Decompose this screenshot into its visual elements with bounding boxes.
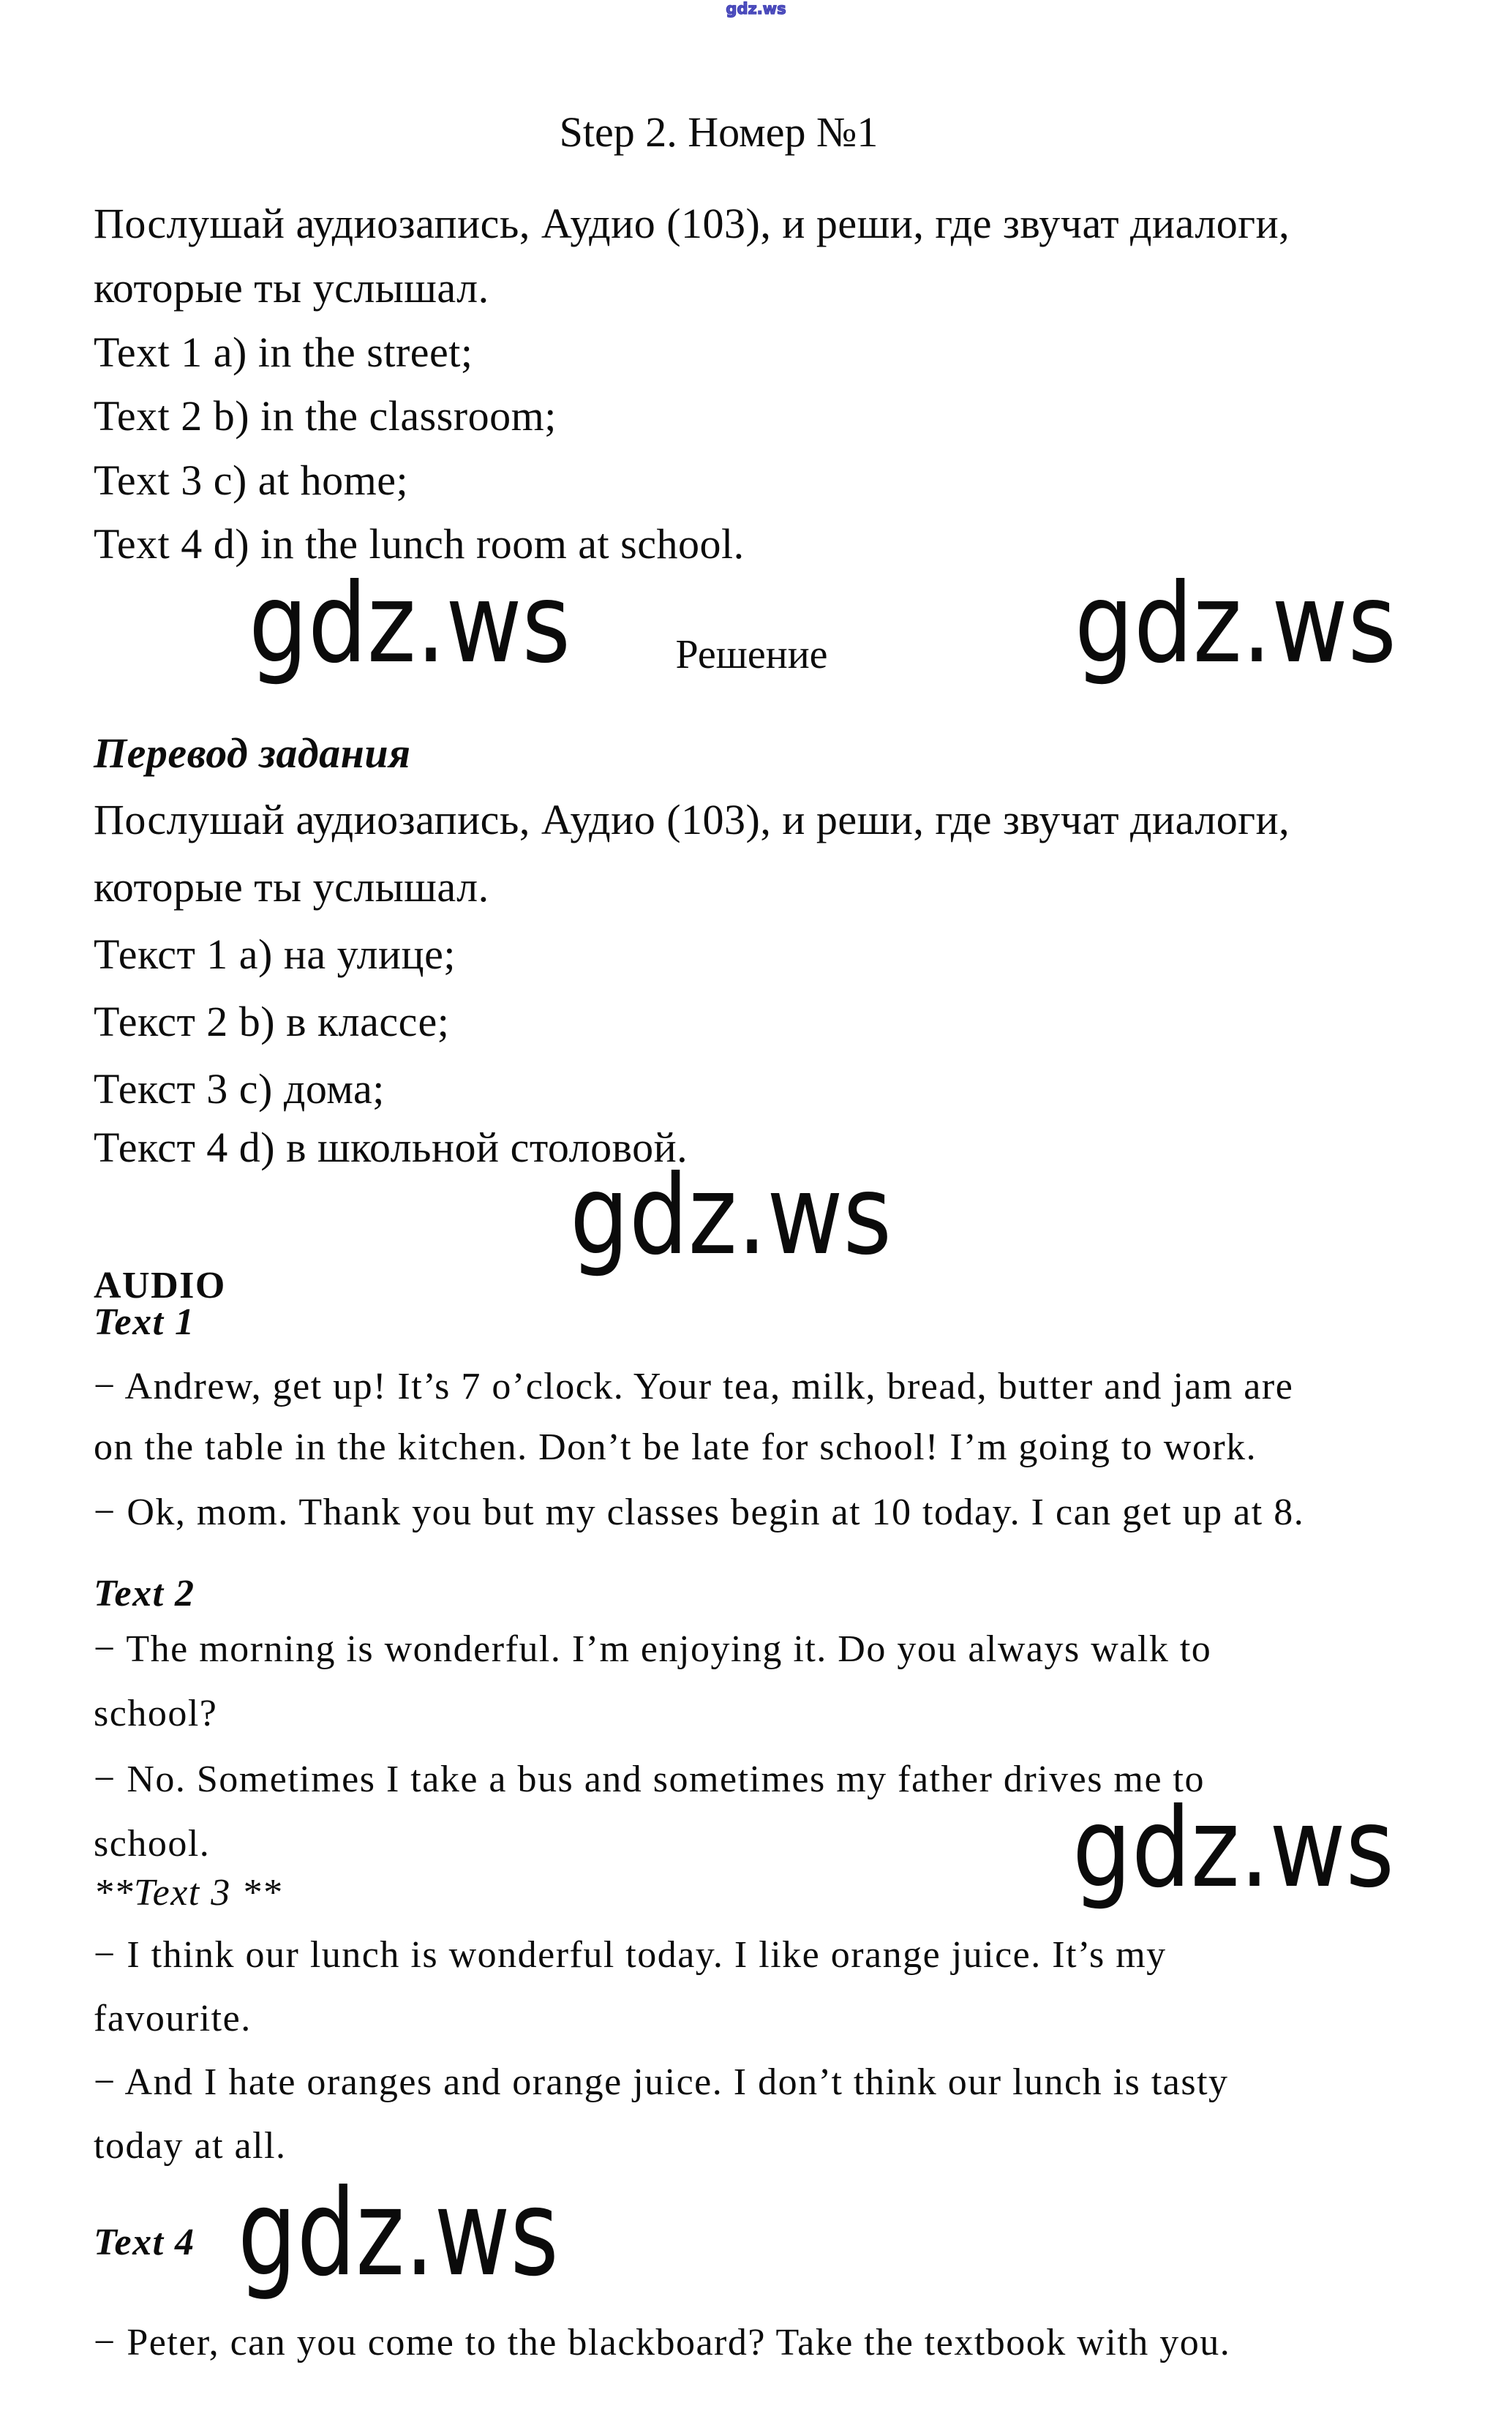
audio-text2-label: Text 2 (94, 1573, 195, 1614)
audio-text3-line-3: − And I hate oranges and orange juice. I don’t think our lunch is tasty (94, 2061, 1229, 2103)
audio-text2-line-2: school? (94, 1693, 218, 1734)
gdz-watermark-top: gdz.ws (726, 0, 786, 18)
task-option-4: Text 4 d) in the lunch room at school. (94, 520, 745, 568)
gdz-watermark-right-lower: gdz.ws (1072, 1785, 1395, 1912)
audio-text4-line-1: − Peter, can you come to the blackboard? Take the textbook with you. (94, 2322, 1231, 2363)
gdz-watermark-center: gdz.ws (570, 1152, 892, 1279)
task-line-2: которые ты услышал. (94, 264, 489, 312)
audio-text1-label: Text 1 (94, 1301, 195, 1343)
task-option-1: Text 1 a) in the street; (94, 328, 473, 376)
audio-text3-line-4: today at all. (94, 2125, 287, 2167)
audio-text2-line-3: − No. Sometimes I take a bus and sometimes my father drives me to (94, 1759, 1205, 1800)
translation-line-2: которые ты услышал. (94, 863, 489, 911)
audio-text1-line-3: − Ok, mom. Thank you but my classes begin at 10 today. I can get up at 8. (94, 1492, 1305, 1533)
audio-heading: AUDIO (94, 1265, 226, 1306)
translation-option-1: Текст 1 a) на улице; (94, 930, 456, 978)
translation-option-3: Текст 3 c) дома; (94, 1065, 385, 1113)
task-line-1: Послушай аудиозапись, Аудио (103), и реши, где звучат диалоги, (94, 200, 1290, 247)
audio-text3-line-2: favourite. (94, 1998, 252, 2039)
translation-option-2: Текст 2 b) в классе; (94, 998, 450, 1045)
solution-heading: Решение (675, 632, 828, 677)
audio-text4-label: Text 4 (94, 2222, 195, 2263)
task-option-3: Text 3 c) at home; (94, 456, 409, 504)
task-option-2: Text 2 b) in the classroom; (94, 392, 557, 440)
gdz-watermark-bottom: gdz.ws (238, 2165, 559, 2303)
translation-option-4: Текст 4 d) в школьной столовой. (94, 1124, 688, 1171)
audio-text2-line-1: − The morning is wonderful. I’m enjoying it. Do you always walk to (94, 1628, 1212, 1670)
translation-heading: Перевод задания (94, 729, 411, 777)
audio-text3-line-1: − I think our lunch is wonderful today. I like orange juice. It’s my (94, 1934, 1167, 1976)
audio-text3-label: **Text 3 ** (94, 1872, 282, 1914)
page-title: Step 2. Номер №1 (559, 108, 879, 156)
gdz-watermark-left: gdz.ws (249, 560, 571, 688)
audio-text1-line-2: on the table in the kitchen. Don’t be late for school! I’m going to work. (94, 1426, 1257, 1468)
audio-text2-line-4: school. (94, 1823, 211, 1865)
gdz-watermark-right: gdz.ws (1075, 560, 1397, 688)
audio-text1-line-1: − Andrew, get up! It’s 7 o’clock. Your tea, milk, bread, butter and jam are (94, 1366, 1294, 1407)
translation-line-1: Послушай аудиозапись, Аудио (103), и реши, где звучат диалоги, (94, 796, 1290, 843)
